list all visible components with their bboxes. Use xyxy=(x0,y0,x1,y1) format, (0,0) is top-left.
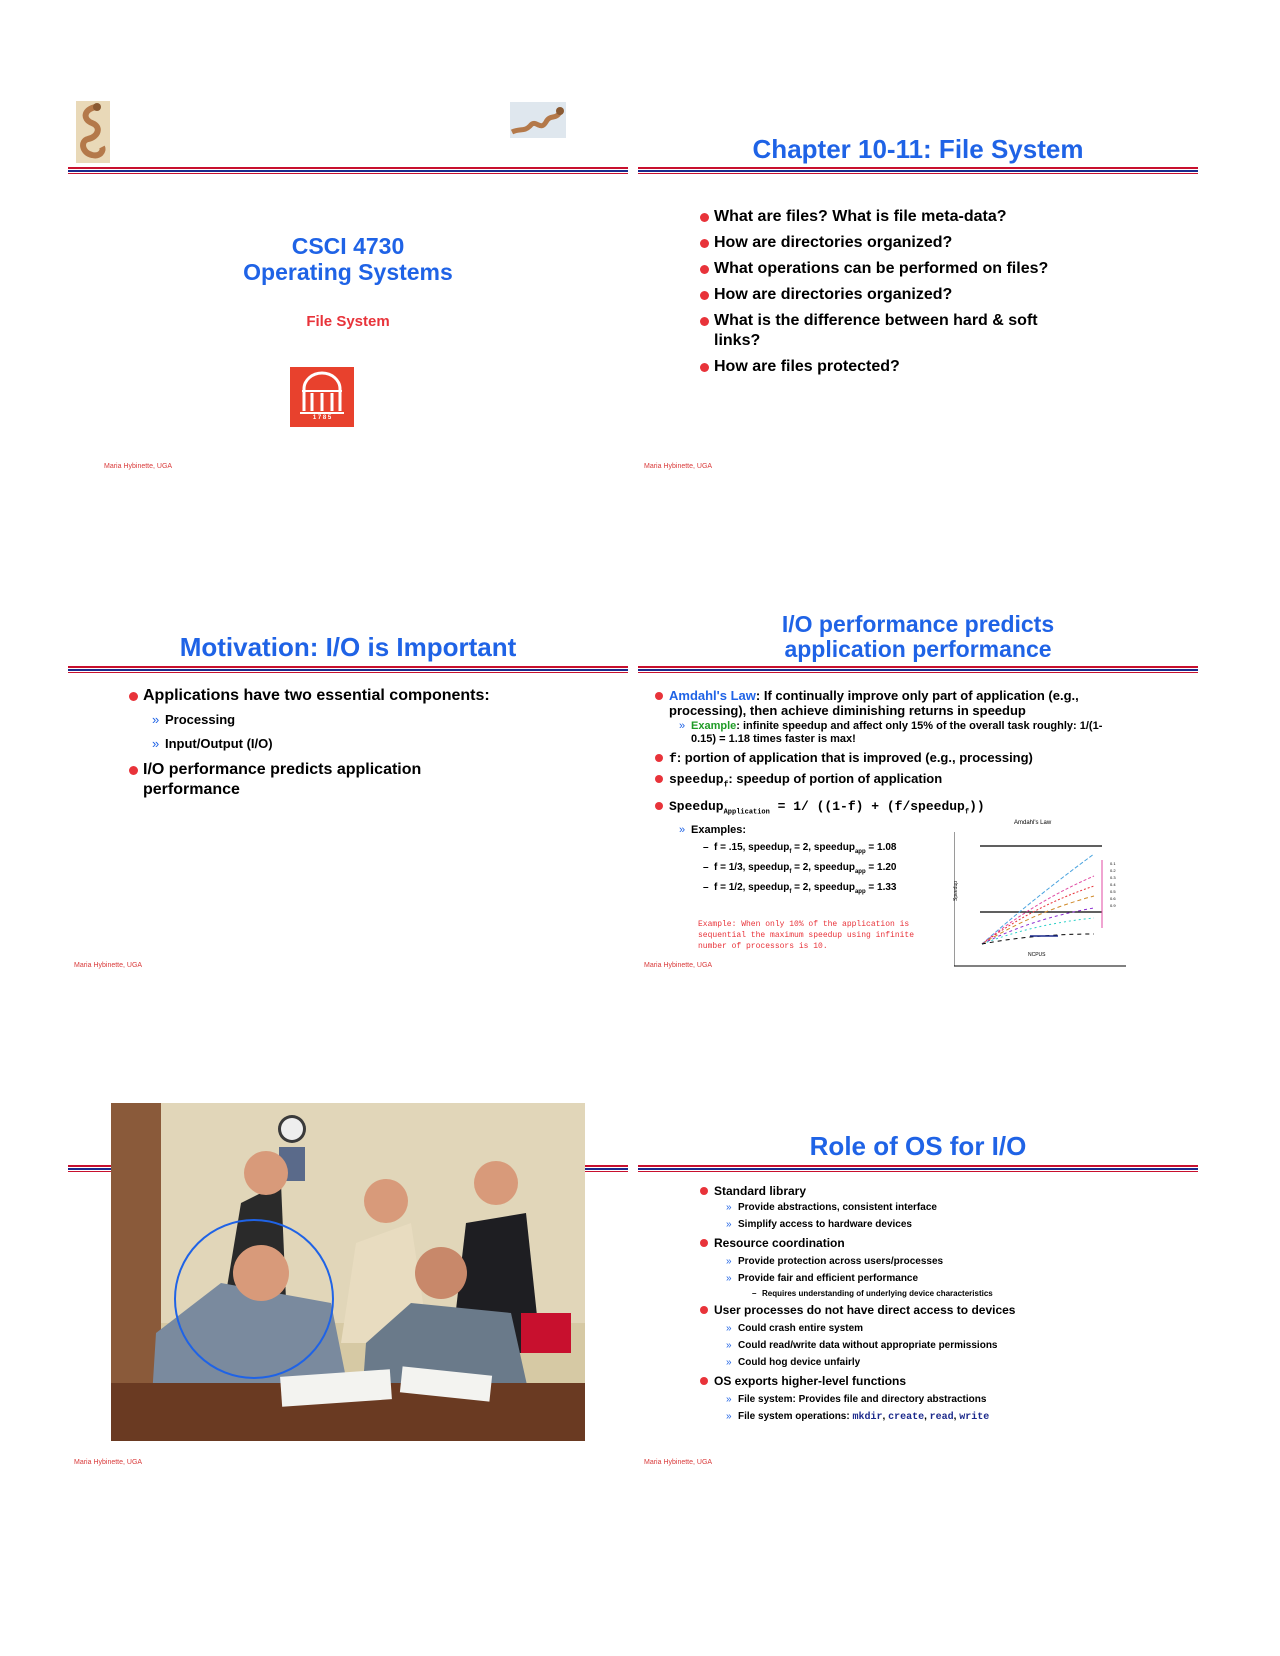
slide-title: Motivation: I/O is Important xyxy=(179,632,517,662)
sub-item: » Provide protection across users/processes xyxy=(726,1256,944,1267)
sub-item: » File system: Provides file and directory abstractions xyxy=(726,1394,987,1405)
legend-item: 0.2 xyxy=(1110,868,1116,873)
footer: Maria Hybinette, UGA xyxy=(104,463,173,470)
op-read: read xyxy=(929,1412,954,1423)
slide-1 xyxy=(68,95,628,495)
sub-item: » Examples: xyxy=(679,824,747,837)
slide-3 xyxy=(68,598,628,998)
bullet-item: User processes do not have direct access to devices xyxy=(714,1300,1154,1320)
legend-item: 0.1 xyxy=(1110,861,1116,866)
course-title: CSCI 4730 Operating Systems xyxy=(243,233,453,285)
op-create: create xyxy=(888,1412,925,1423)
sub-item: » Could crash entire system xyxy=(726,1323,864,1334)
list-item: What is the difference between hard & soft links? xyxy=(714,311,1074,351)
subtitle: File System xyxy=(306,313,390,330)
list-item: How are directories organized? xyxy=(714,233,1084,253)
bullet-list xyxy=(714,207,1084,377)
bullet-f: f: portion of application that is improved (e.g., processing) xyxy=(669,750,1109,766)
slide-4 xyxy=(638,598,1198,998)
legend-item: 0.3 xyxy=(1110,875,1116,880)
slide-6 xyxy=(638,1095,1198,1495)
content xyxy=(714,1183,1154,1426)
list-item: What are files? What is file meta-data? xyxy=(714,207,1084,227)
op-mkdir: mkdir xyxy=(852,1412,883,1423)
chart-plot xyxy=(954,818,1126,968)
slide-5 xyxy=(68,1095,628,1495)
sub-item: » Processing xyxy=(152,712,236,727)
example-item: – f = .15, speedup$_f$ = 2, speedup$_{app}$ = 1.08 xyxy=(703,842,897,856)
list-item: What operations can be performed on files? xyxy=(714,259,1084,279)
content xyxy=(143,686,523,800)
list-item: How are directories organized? xyxy=(714,285,1084,305)
logo-year: 1 7 8 5 xyxy=(312,415,332,421)
example-note: Example: When only 10% of the application is sequential the maximum speedup using infinite number of processors is 10. xyxy=(698,920,915,951)
group-photo xyxy=(111,1103,585,1441)
photo-illustration xyxy=(111,1103,585,1441)
title-rule xyxy=(638,167,1198,177)
slide-title: I/O performance predicts application performance xyxy=(781,611,1055,662)
sub-item: » Example: infinite speedup and affect only 15% of the overall task roughly: 1/(1-0.15) = 1.18 times faster is max! xyxy=(679,720,1103,745)
sub-item: » Simplify access to hardware devices xyxy=(726,1219,912,1230)
title-rule xyxy=(638,1165,1198,1175)
example-item: – f = 1/2, speedup$_f$ = 2, speedup$_{app}$ = 1.33 xyxy=(703,882,897,896)
sub-item: » Provide fair and efficient performance xyxy=(726,1273,919,1284)
slide-title: Chapter 10-11: File System xyxy=(752,134,1084,164)
title-rule xyxy=(68,666,628,676)
footer: Maria Hybinette, UGA xyxy=(74,962,143,969)
subsub-item: – Requires understanding of underlying device characteristics xyxy=(752,1289,993,1298)
bullet-item: Standard library xyxy=(714,1183,1154,1199)
list-item: How are files protected? xyxy=(714,357,1084,377)
footer: Maria Hybinette, UGA xyxy=(644,962,713,969)
bullet-amdahl: Amdahl's Law: If continually improve only part of application (e.g., processing), then achieve diminishing returns in speedup xyxy=(669,688,1109,718)
bullet-formula: Speedup$_{Application}$ = 1/ ((1-f) + (f/speedup$_f$)) xyxy=(669,798,1109,821)
sub-item: » Provide abstractions, consistent interface xyxy=(726,1202,937,1213)
chart-legend xyxy=(1110,860,1116,909)
bullet-speedupf: speedup$_f$: speedup of portion of application xyxy=(669,771,1109,793)
op-write: write xyxy=(959,1412,990,1423)
footer: Maria Hybinette, UGA xyxy=(644,463,713,470)
bullet-item: Resource coordination xyxy=(714,1233,1154,1253)
sub-item: » Input/Output (I/O) xyxy=(152,736,273,751)
chart-ylabel: Speedup xyxy=(953,880,960,902)
chart-title: Amdahl's Law xyxy=(1014,820,1052,826)
chart-xlabel: NCPUS xyxy=(1028,952,1046,958)
dragon-right-icon xyxy=(510,102,566,138)
legend-item: 0.5 xyxy=(1110,889,1116,894)
bullet-item: Applications have two essential components: xyxy=(143,686,523,706)
amdahl-chart xyxy=(954,818,1126,968)
legend-item: 0.9 xyxy=(1110,903,1116,908)
uga-logo xyxy=(290,367,354,427)
slide-title: Role of OS for I/O xyxy=(809,1131,1027,1161)
footer: Maria Hybinette, UGA xyxy=(74,1459,143,1466)
bullet-item: I/O performance predicts application performance xyxy=(143,760,463,800)
bullet-item: OS exports higher-level functions xyxy=(714,1371,1154,1391)
slide-2 xyxy=(638,95,1198,495)
example-item: – f = 1/3, speedup$_f$ = 2, speedup$_{app}$ = 1.20 xyxy=(703,862,897,876)
title-rule xyxy=(638,666,1198,676)
legend-item: 0.6 xyxy=(1110,896,1116,901)
footer: Maria Hybinette, UGA xyxy=(644,1459,713,1466)
legend-item: 0.4 xyxy=(1110,882,1116,887)
sub-item: » File system operations: mkdir, create, read, write xyxy=(726,1411,990,1423)
sub-item: » Could hog device unfairly xyxy=(726,1357,861,1368)
title-rule xyxy=(68,167,628,177)
sub-item: » Could read/write data without appropriate permissions xyxy=(726,1340,998,1351)
dragon-left-icon xyxy=(76,101,110,163)
